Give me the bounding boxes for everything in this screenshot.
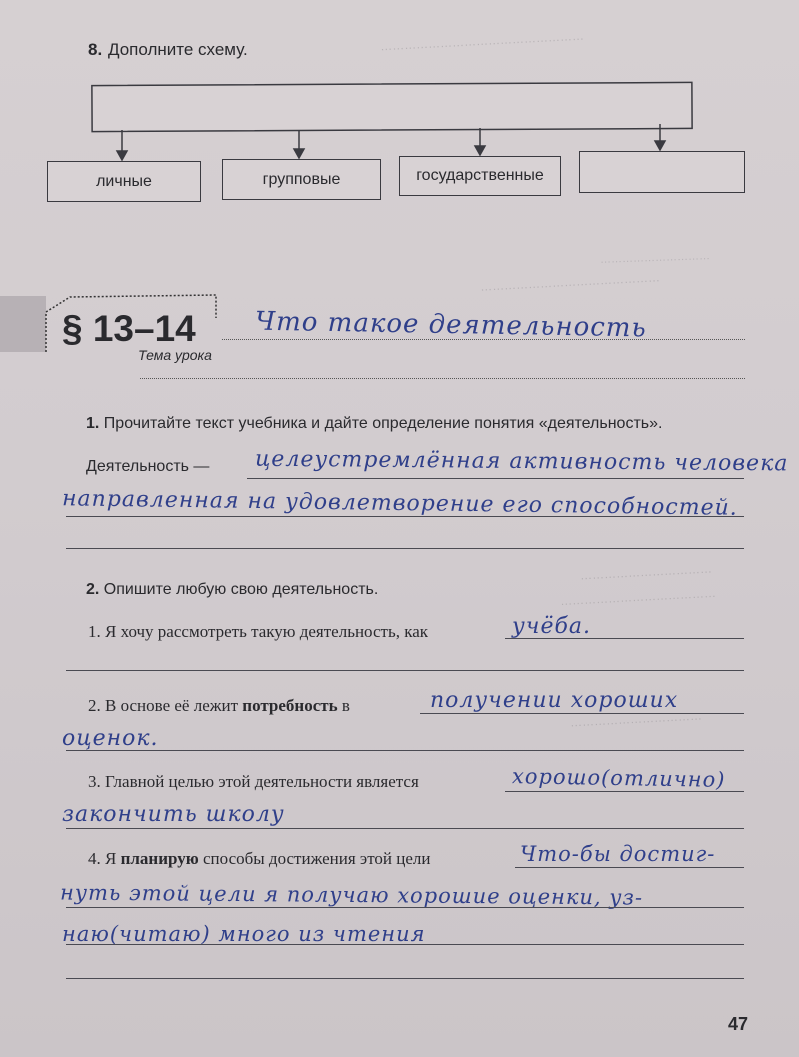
section-number: § 13–14 [62, 308, 196, 349]
item-prefix: Я хочу рассмотреть такую деятельность, как [105, 622, 429, 641]
item-number: 1. [88, 622, 101, 641]
item-prefix: Я [105, 849, 117, 868]
answer-line [505, 791, 744, 792]
page-number: 47 [728, 1014, 749, 1034]
task2-instruction [86, 581, 378, 599]
bleed-through-text: ………………………… [599, 250, 711, 266]
answer-line [66, 907, 744, 908]
topic-dotted-line [140, 378, 745, 379]
answer-line [66, 828, 744, 829]
lesson-topic-label: Тема урока [138, 347, 212, 363]
task2-text: Опишите любую свою деятельность. [103, 581, 379, 598]
bleed-through-text: …………………………… [579, 561, 713, 583]
item-prefix: В основе её лежит [105, 696, 239, 715]
answer-line [66, 750, 744, 751]
task2-item4-answer-line1: Что-бы достиг- [520, 842, 716, 866]
task1-term: Деятельность — [86, 458, 210, 475]
task1-answer-line2: направленная на удовлетворение его способностей. [61, 486, 738, 521]
item-number: 4. [88, 849, 101, 868]
scheme-box-label: личные [96, 172, 152, 190]
task2-item4-answer-line3: наю(читаю) много из чтения [62, 922, 426, 946]
answer-line [66, 978, 744, 979]
answer-line [505, 638, 744, 639]
bleed-through-text: …………………………………………… [379, 28, 585, 54]
item-number: 3. [88, 772, 101, 791]
scheme-box-label: государственные [416, 167, 544, 184]
task2-item2-answer-line1: получении хороших [430, 688, 679, 713]
scheme-box-label: групповые [262, 170, 341, 188]
bleed-through-text: ………………………………… [559, 585, 717, 609]
bleed-through-text: ……………………………………… [479, 270, 661, 294]
bleed-through-text: …………………………… [569, 708, 703, 730]
task1-number: 1. [86, 415, 100, 432]
item-prefix: Главной целью этой деятельности является [105, 772, 419, 791]
item-prefix: способы достижения этой цели [203, 849, 431, 868]
answer-line [66, 516, 744, 517]
answer-line [66, 944, 744, 945]
answer-line [66, 548, 744, 549]
answer-line [247, 478, 744, 479]
task2-item1-prompt [88, 622, 428, 642]
answer-line [66, 670, 744, 671]
task2-item3-prompt [88, 772, 419, 792]
lesson-topic-handwritten: Что такое деятельность [254, 306, 647, 344]
answer-line [420, 713, 744, 714]
task1-instruction [86, 415, 662, 433]
item-prefix: в [341, 696, 350, 715]
task1-text: Прочитайте текст учебника и дайте определение понятия «деятельность». [103, 415, 663, 432]
task2-item2-answer-line2: оценок. [62, 726, 159, 751]
answer-line [515, 867, 744, 868]
task2-item4-prompt [88, 849, 430, 869]
task2-item4-answer-line2: нуть этой цели я получаю хорошие оценки, уз- [59, 880, 644, 910]
task2-item3-answer-line2: закончить школу [62, 802, 285, 827]
task2-item1-answer: учёба. [512, 614, 592, 639]
task2-item3-answer-line1: хорошо(отлично) [511, 764, 726, 792]
task2-item2-prompt [88, 696, 350, 716]
item-bold-term: потребность [242, 696, 338, 715]
topic-dotted-line [222, 339, 745, 340]
task1-answer-line1: целеустремлённая активность человека [254, 446, 789, 477]
task8-number: 8. [88, 40, 103, 59]
item-number: 2. [88, 696, 101, 715]
task8-instruction: Дополните схему. [108, 40, 248, 59]
item-bold-term: планирую [120, 849, 199, 868]
task2-number: 2. [86, 581, 100, 598]
